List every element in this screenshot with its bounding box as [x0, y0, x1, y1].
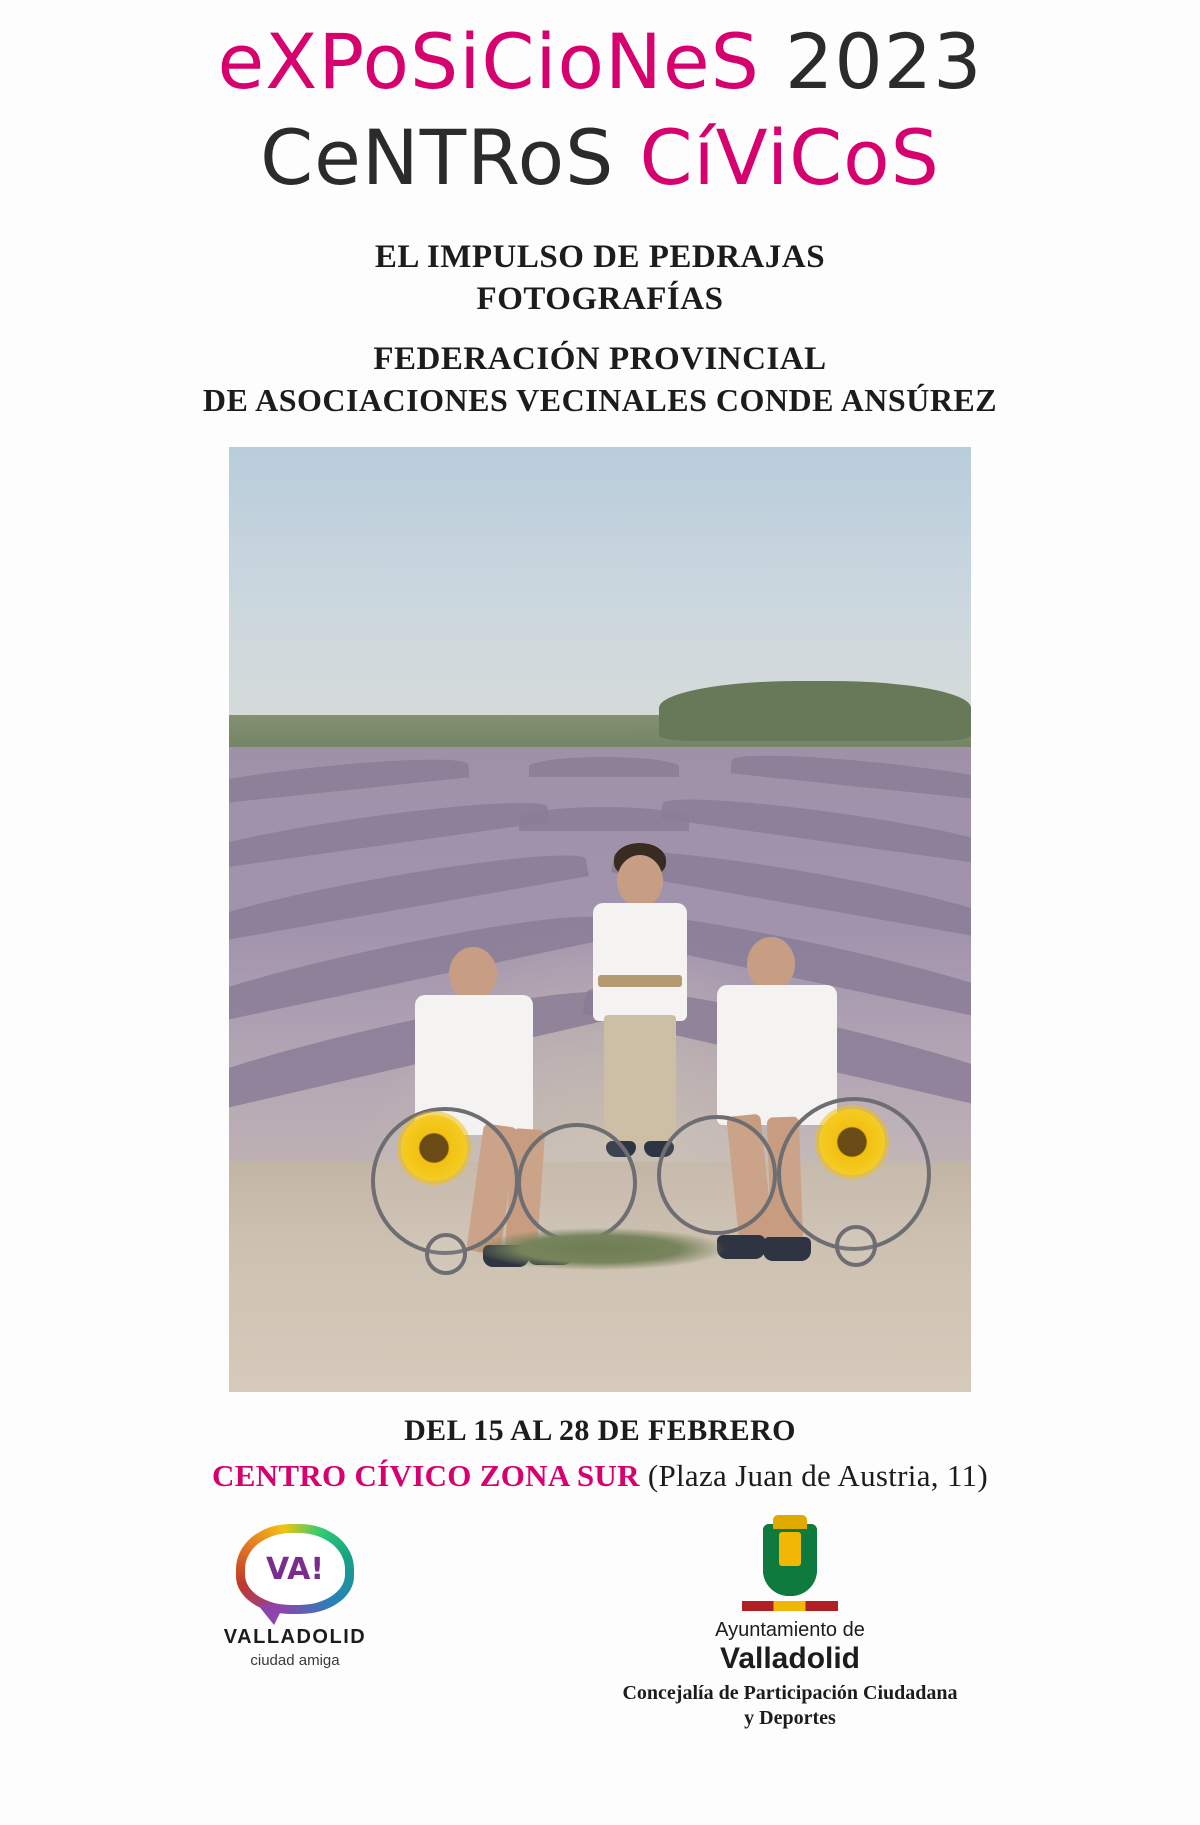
poster-photo: [229, 447, 971, 1392]
ayuntamiento-line-4: y Deportes: [744, 1707, 836, 1730]
lavender-row: [229, 752, 470, 809]
ayuntamiento-line-3: Concejalía de Participación Ciudadana: [622, 1682, 958, 1705]
ayuntamiento-line-2: Valladolid: [719, 1642, 861, 1676]
wheelchair-caster: [425, 1233, 467, 1275]
event-dates: DEL 15 AL 28 DE FEBRERO: [404, 1414, 796, 1448]
subtitle-block: [0, 236, 1200, 422]
head: [449, 947, 497, 1001]
title-exposiciones: eXPoSiCioNeS: [217, 17, 760, 106]
wheelchair-wheel: [657, 1115, 777, 1235]
subtitle-line-4: DE ASOCIACIONES VECINALES CONDE ANSÚREZ: [202, 382, 998, 419]
title-centros: CeNTRoS: [260, 112, 615, 202]
subtitle-spacer: [0, 320, 1200, 338]
wheelchair-caster: [835, 1225, 877, 1267]
lavender-row: [661, 789, 971, 867]
logo-row: [0, 1524, 1200, 1731]
subtitle-line-3: FEDERACIÓN PROVINCIAL: [373, 341, 827, 378]
va-mark-text: VA!: [265, 1551, 325, 1587]
va-bubble-inner: [245, 1533, 345, 1605]
va-logo-name: VALLADOLID: [223, 1626, 367, 1649]
coat-of-arms-icon: [763, 1524, 817, 1596]
va-logo-tagline: ciudad amiga: [250, 1652, 340, 1670]
lavender-row: [519, 807, 689, 831]
lavender-bundle: [475, 1228, 725, 1270]
subtitle-line-2: FOTOGRAFÍAS: [476, 280, 724, 317]
sunflower-icon: [401, 1115, 467, 1181]
title-civicos: CíViCoS: [639, 112, 940, 202]
va-speech-bubble-icon: [236, 1524, 354, 1614]
subtitle-line-1: EL IMPULSO DE PEDRAJAS: [374, 238, 826, 275]
logo-valladolid-ciudad-amiga: [200, 1524, 390, 1669]
ayuntamiento-line-1: Ayuntamiento de: [715, 1619, 865, 1642]
title-year: 2023: [785, 17, 983, 106]
lavender-row: [529, 757, 679, 777]
sunflower-icon: [819, 1109, 885, 1175]
wheelchair-wheel: [517, 1123, 637, 1243]
venue-name: CENTRO CÍVICO ZONA SUR: [212, 1458, 640, 1494]
venue-address: (Plaza Juan de Austria, 11): [647, 1458, 988, 1494]
va-bubble-ring: [236, 1524, 354, 1614]
event-venue: [0, 1458, 1200, 1494]
event-info: [0, 1414, 1200, 1494]
va-bubble-tail: [258, 1605, 284, 1625]
title-line-1: [0, 17, 1200, 106]
flag-bars-icon: [742, 1601, 838, 1611]
title-block: [0, 17, 1200, 202]
head: [747, 937, 795, 991]
logo-ayuntamiento-valladolid: [580, 1524, 1000, 1731]
lavender-row: [730, 748, 971, 805]
shoe: [763, 1237, 811, 1261]
head: [617, 855, 663, 907]
title-line-2: [0, 112, 1200, 202]
